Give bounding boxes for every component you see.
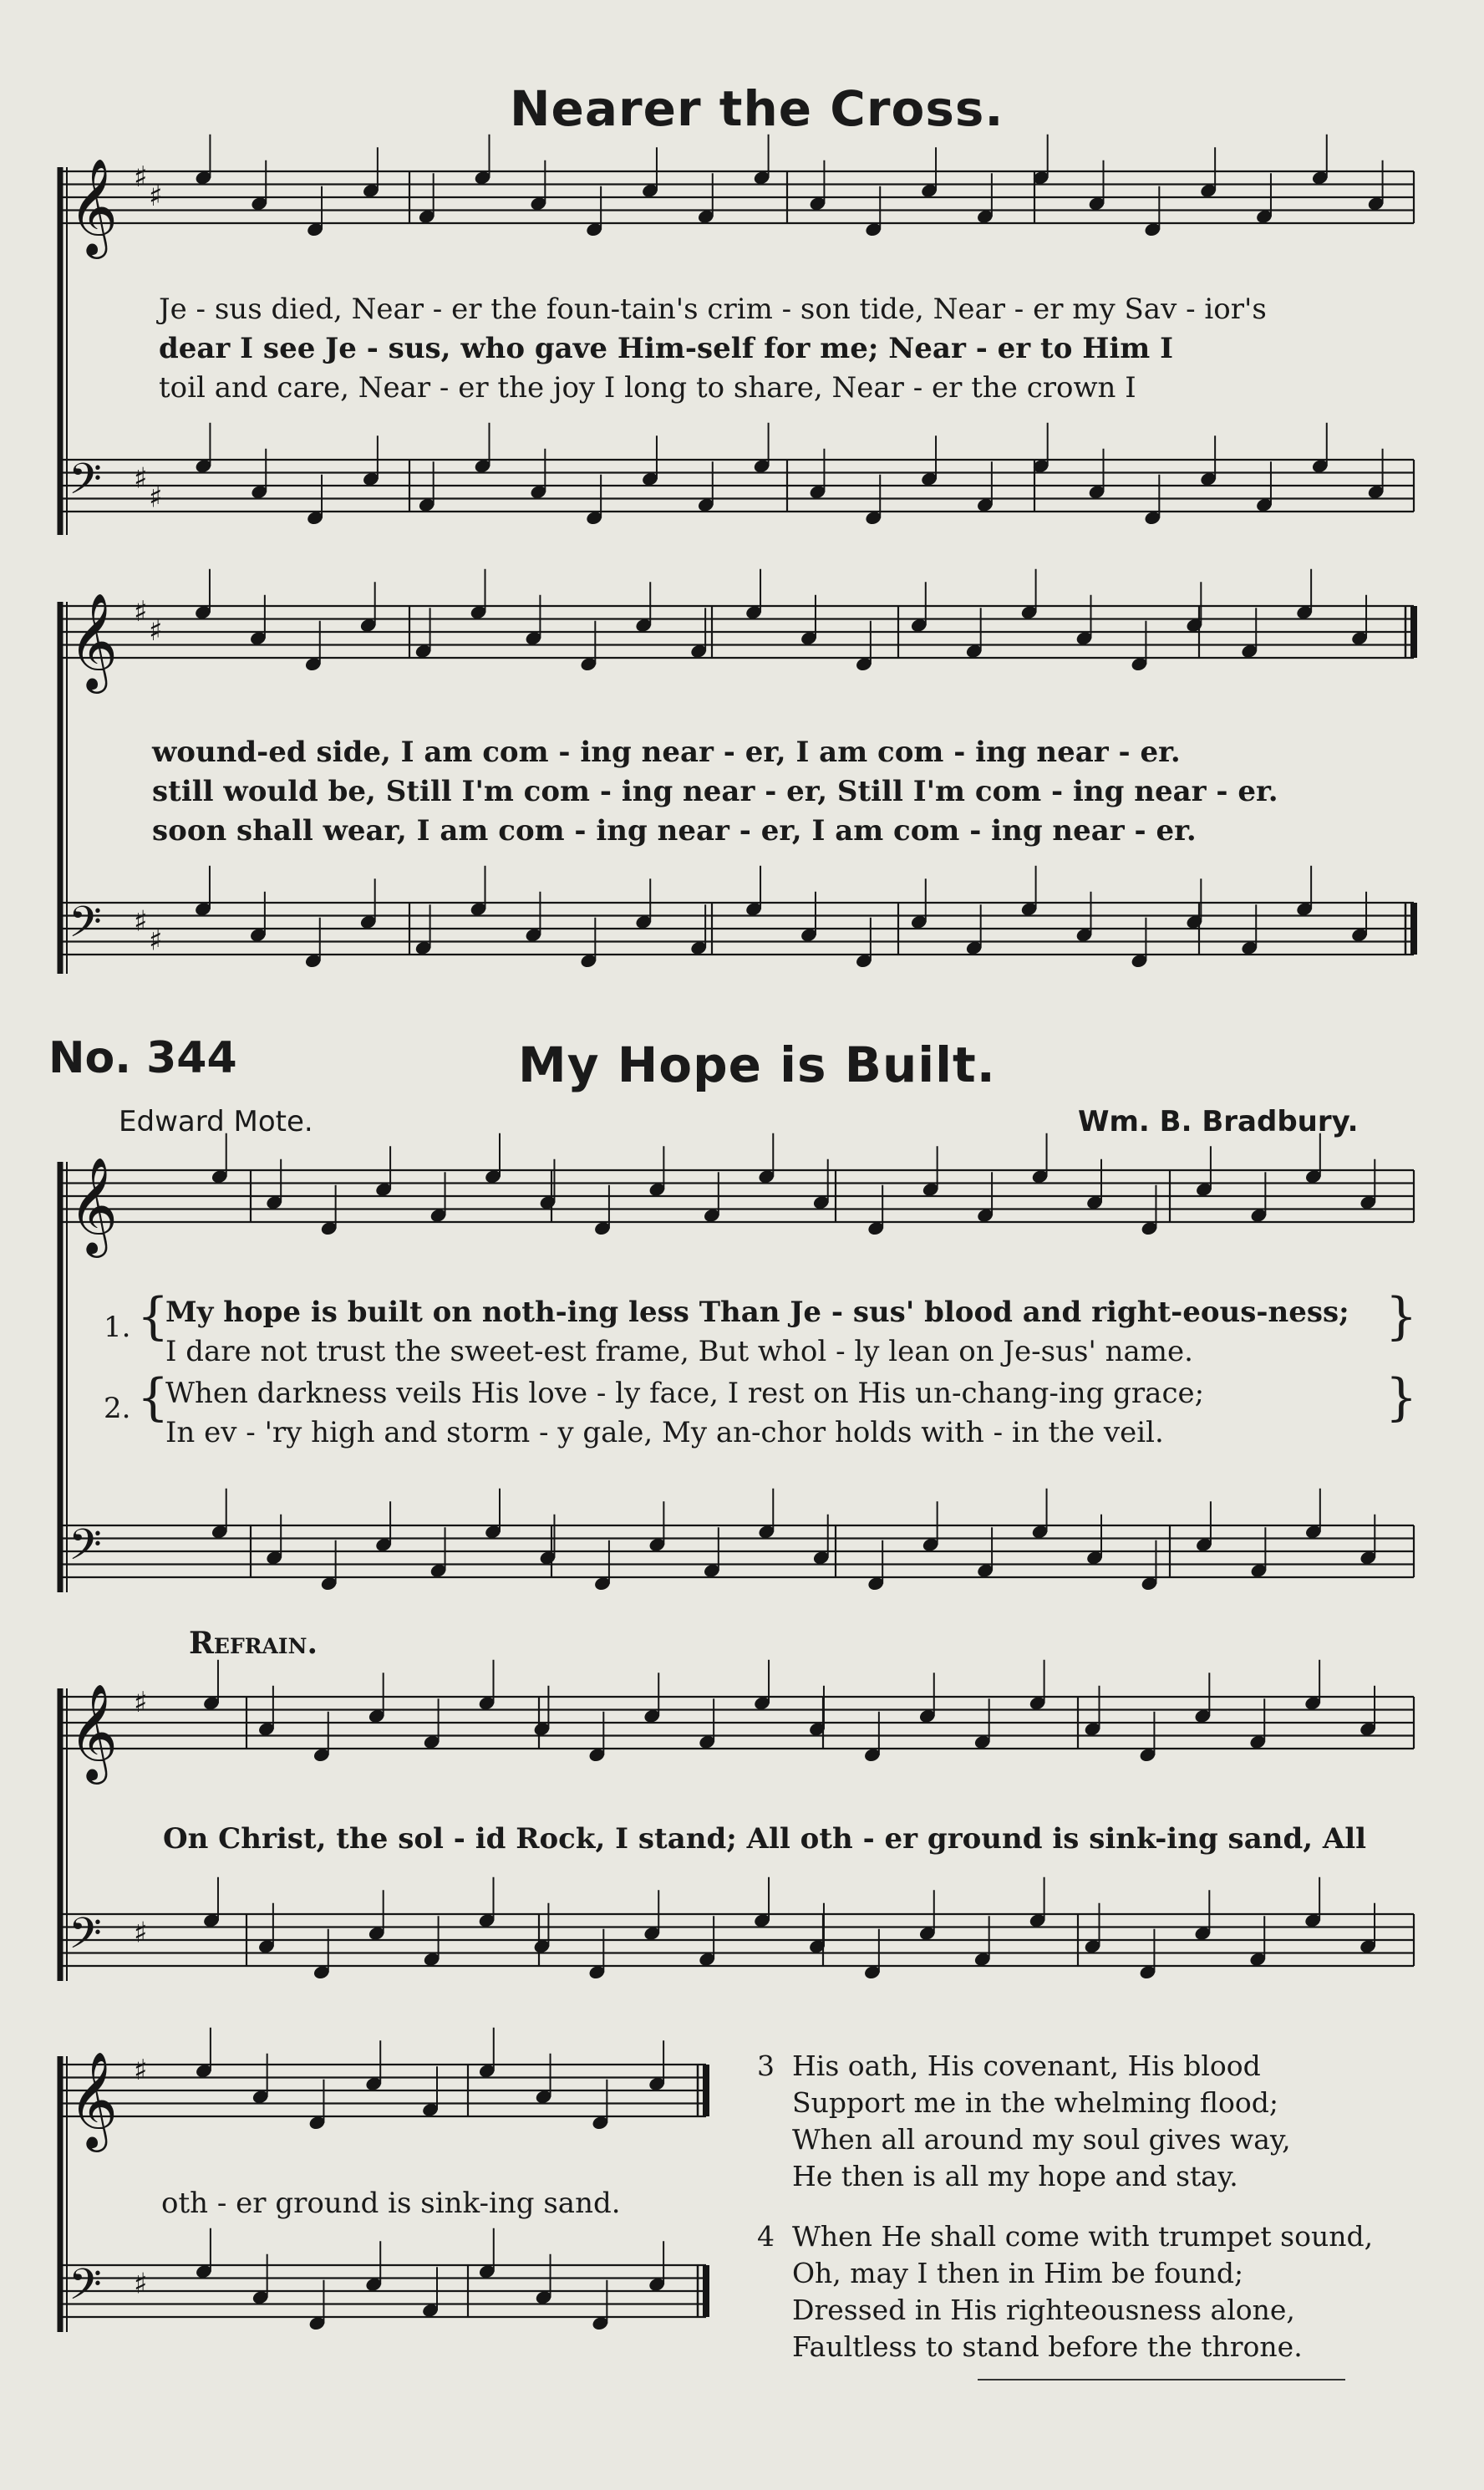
treble-clef-icon: 𝄞 [69, 592, 119, 690]
verse-brace-left: { [137, 1368, 170, 1427]
hymn-title: Nearer the Cross. [510, 80, 1004, 137]
treble-clef-icon: 𝄞 [69, 1156, 119, 1254]
stanza-3-line: He then is all my hope and stay. [792, 2160, 1238, 2192]
stanza-4-line: Faultless to stand before the throne. [792, 2330, 1303, 2363]
refrain-label: Refrain. [189, 1626, 318, 1661]
verse-brace-right: } [1385, 1368, 1418, 1427]
hymn-title: My Hope is Built. [518, 1036, 996, 1093]
sharp-icon: ♯ [149, 924, 163, 958]
sharp-icon: ♯ [134, 904, 148, 939]
sharp-icon: ♯ [134, 1916, 148, 1950]
refrain-lyric-line: oth - er ground is sink-ing sand. [161, 2187, 621, 2220]
sharp-icon: ♯ [134, 2053, 148, 2087]
end-rule [978, 2379, 1345, 2381]
bass-clef-icon: 𝄢 [69, 1519, 102, 1581]
verse-number: 2. [104, 1392, 131, 1425]
lyric-line-2: dear I see Je - sus, who gave Him-self for me; Near - er to Him I [159, 332, 1174, 365]
sharp-icon: ♯ [134, 1685, 148, 1719]
verse-brace-left: { [137, 1287, 170, 1346]
bass-clef-icon: 𝄢 [69, 2258, 102, 2320]
stanza-3-line: Support me in the whelming flood; [792, 2086, 1278, 2119]
sharp-icon: ♯ [149, 614, 163, 648]
lyric-line-3: When darkness veils His love - ly face, I rest on His un-chang-ing grace; [165, 1377, 1205, 1410]
lyric-line-1: My hope is built on noth-ing less Than Je - sus' blood and right-eous-ness; [165, 1296, 1349, 1329]
treble-clef-icon: 𝄞 [69, 157, 119, 255]
lyric-line-1: Je - sus died, Near - er the foun-tain's crim - son tide, Near - er my Sav - ior's [159, 293, 1267, 326]
treble-clef-icon: 𝄞 [69, 1683, 119, 1780]
author-credit: Edward Mote. [119, 1105, 313, 1138]
verse-brace-right: } [1385, 1287, 1418, 1346]
verse-number: 1. [104, 1311, 131, 1344]
treble-clef-icon: 𝄞 [69, 2050, 119, 2148]
stanza-4-line: Oh, may I then in Him be found; [792, 2257, 1244, 2289]
stanza-4-line: Dressed in His righteousness alone, [792, 2294, 1295, 2326]
stanza-3-line: His oath, His covenant, His blood [792, 2050, 1261, 2082]
lyric-line-2: still would be, Still I'm com - ing near - er, Still I'm com - ing near - er. [152, 775, 1278, 808]
stanza-number: 3 [757, 2050, 775, 2082]
lyric-line-3: soon shall wear, I am com - ing near - er, I am com - ing near - er. [152, 814, 1197, 848]
sharp-icon: ♯ [134, 2267, 148, 2301]
lyric-line-2: I dare not trust the sweet-est frame, But whol - ly lean on Je-sus' name. [165, 1335, 1193, 1368]
bass-clef-icon: 𝄢 [69, 453, 102, 515]
lyric-line-4: In ev - 'ry high and storm - y gale, My an-chor holds with - in the veil. [165, 1416, 1164, 1449]
sharp-icon: ♯ [134, 461, 148, 496]
stanza-number: 4 [757, 2220, 775, 2253]
sharp-icon: ♯ [149, 481, 163, 515]
sharp-icon: ♯ [134, 594, 148, 629]
bass-clef-icon: 𝄢 [69, 896, 102, 958]
lyric-line-3: toil and care, Near - er the joy I long to share, Near - er the crown I [159, 371, 1136, 405]
composer-credit: Wm. B. Bradbury. [1078, 1105, 1359, 1138]
stanza-4-line: When He shall come with trumpet sound, [792, 2220, 1374, 2253]
stanza-3-line: When all around my soul gives way, [792, 2123, 1291, 2156]
lyric-line-1: wound-ed side, I am com - ing near - er, I am com - ing near - er. [152, 736, 1181, 769]
sharp-icon: ♯ [134, 160, 148, 194]
sharp-icon: ♯ [149, 180, 163, 213]
hymn-number: No. 344 [48, 1033, 237, 1083]
bass-clef-icon: 𝄢 [69, 1907, 102, 1969]
refrain-lyric-line: On Christ, the sol - id Rock, I stand; All oth - er ground is sink-ing sand, All [163, 1822, 1367, 1856]
